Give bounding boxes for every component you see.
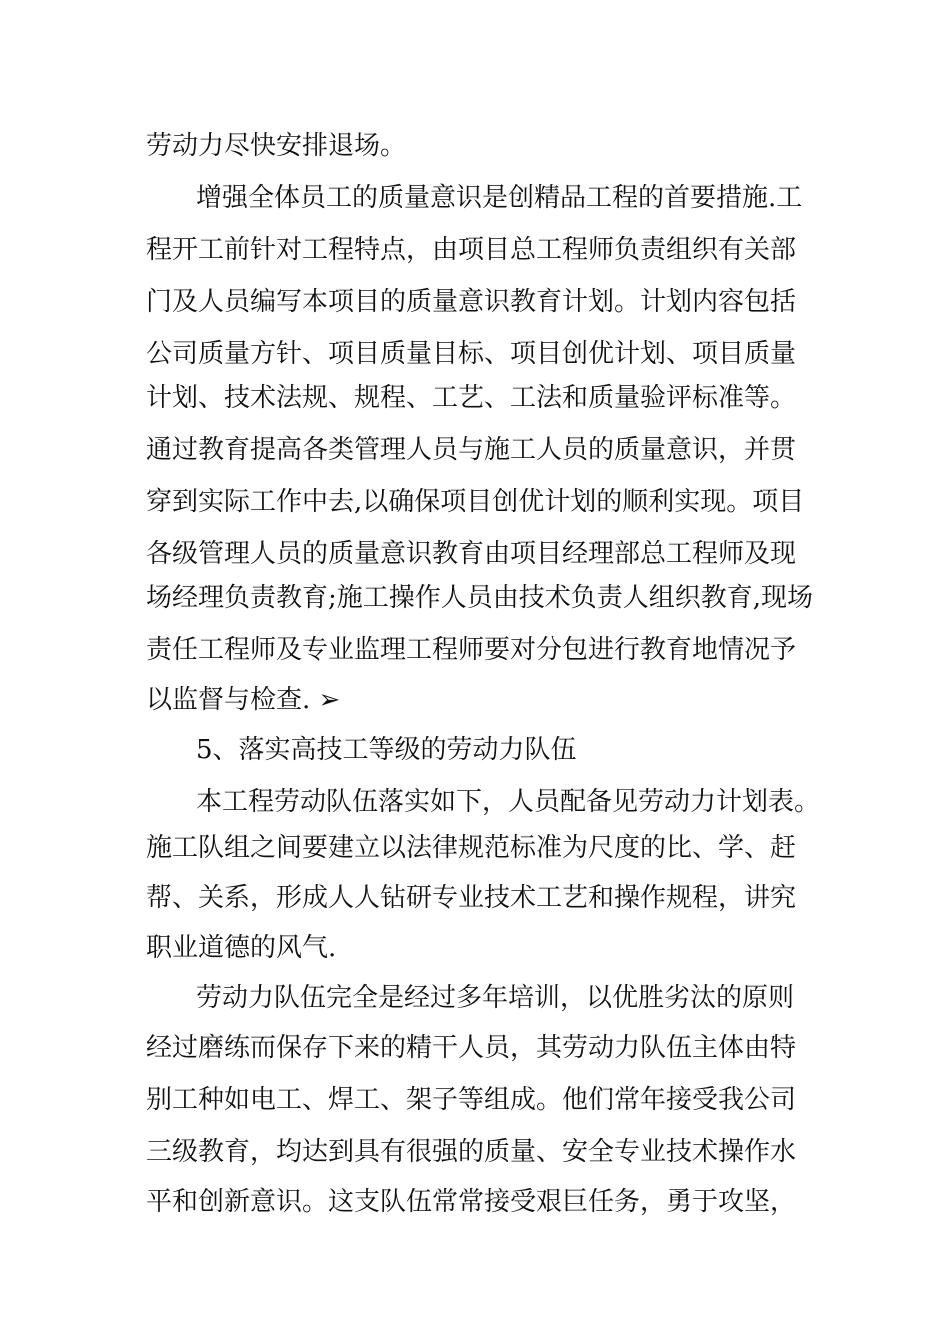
text-line: 经过磨练而保存下来的精干人员，其劳动力队伍主体由特: [146, 1033, 797, 1063]
text-line: 帮、关系，形成人人钻研专业技术工艺和操作规程，讲究: [146, 883, 797, 913]
text-line: 三级教育，均达到具有很强的质量、安全专业技术操作水: [146, 1137, 797, 1167]
text-line: 各级管理人员的质量意识教育由项目经理部总工程师及现: [146, 539, 797, 569]
text-line: 门及人员编写本项目的质量意识教育计划。计划内容包括: [146, 287, 797, 317]
text-line: 责任工程师及专业监理工程师要对分包进行教育地情况予: [146, 635, 797, 665]
paragraph-first-line: 本工程劳动队伍落实如下，人员配备见劳动力计划表。: [196, 787, 821, 817]
text-line: 通过教育提高各类管理人员与施工人员的质量意识，并贯: [146, 435, 797, 465]
text-line: 穿到实际工作中去,以确保项目创优计划的顺利实现。项目: [146, 487, 805, 517]
text-line: 别工种如电工、焊工、架子等组成。他们常年接受我公司: [146, 1085, 797, 1115]
text-line: 程开工前针对工程特点，由项目总工程师负责组织有关部: [146, 235, 797, 265]
text-line: 以监督与检查. ➢: [146, 685, 341, 715]
text-line: 平和创新意识。这支队伍常常接受艰巨任务，勇于攻坚，: [146, 1187, 797, 1217]
paragraph-first-line: 增强全体员工的质量意识是创精品工程的首要措施.工: [196, 183, 803, 213]
text-line: 施工队组之间要建立以法律规范标准为尺度的比、学、赶: [146, 833, 797, 863]
text-line: 劳动力尽快安排退场。: [146, 131, 407, 161]
text-line: 场经理负责教育;施工操作人员由技术负责人组织教育,现场: [146, 583, 814, 613]
paragraph-first-line: 劳动力队伍完全是经过多年培训，以优胜劣汰的原则: [196, 983, 795, 1013]
text-line: 职业道德的风气.: [146, 933, 337, 963]
text-line: 计划、技术法规、规程、工艺、工法和质量验评标准等。: [146, 383, 797, 413]
section-heading: 5、落实高技工等级的劳动力队伍: [196, 735, 577, 765]
text-line: 公司质量方针、项目质量目标、项目创优计划、项目质量: [146, 339, 797, 369]
